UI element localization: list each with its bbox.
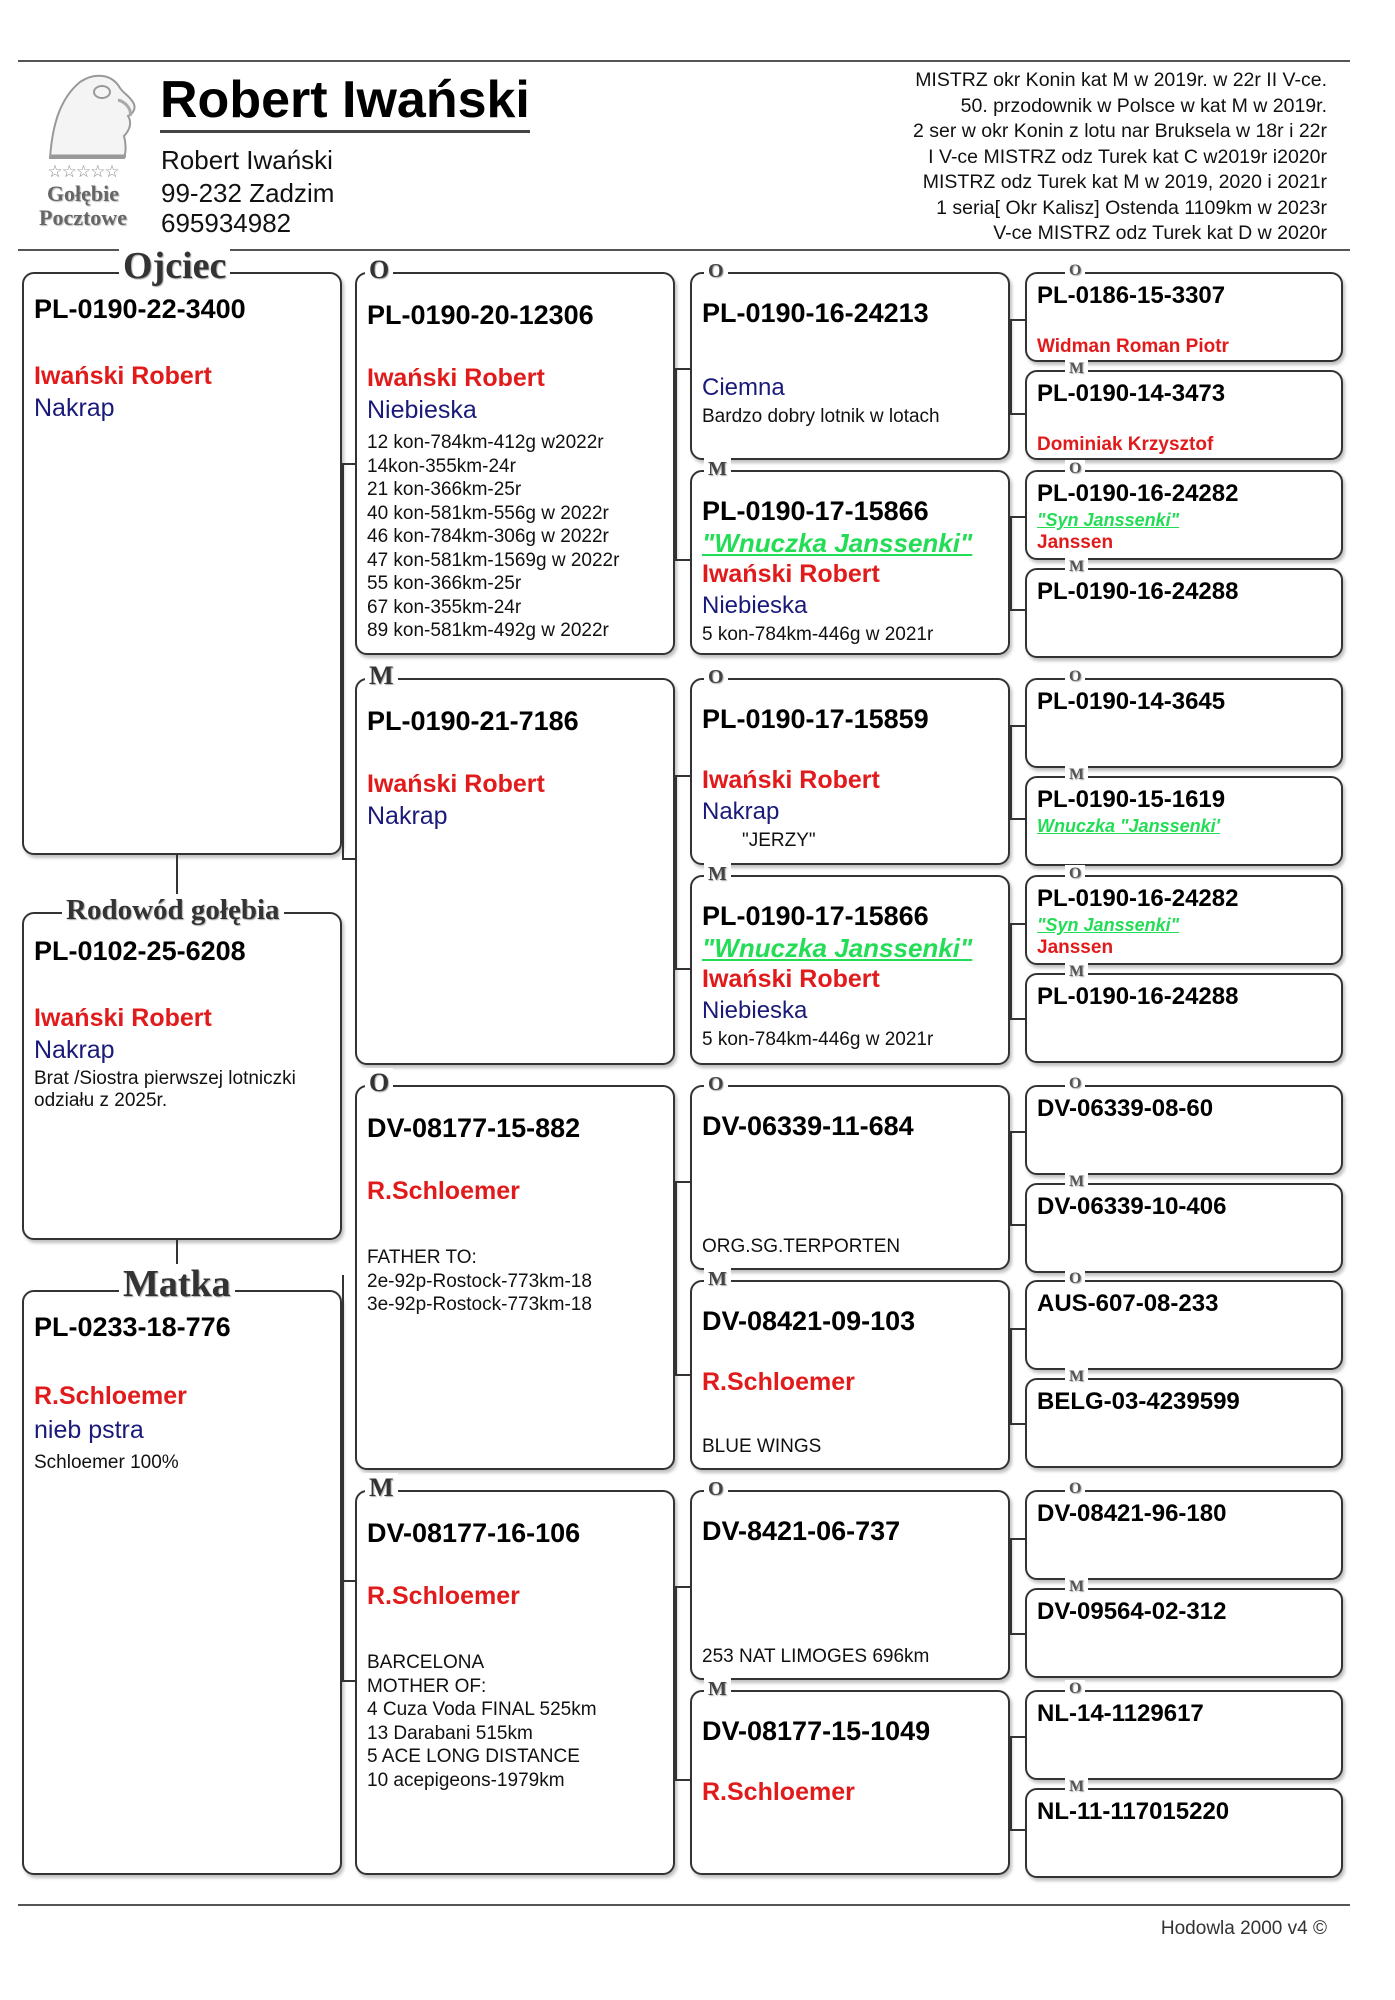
ring-number: DV-06339-08-60 (1037, 1095, 1214, 1122)
nickname: "Syn Janssenki" (1037, 510, 1180, 530)
ring-number: PL-0190-15-1619 (1037, 786, 1226, 813)
card-legend: O (704, 259, 728, 283)
rating-stars: ☆☆☆☆☆ (47, 162, 119, 182)
connector-line (675, 1374, 690, 1376)
ring-number: NL-14-1129617 (1037, 1700, 1204, 1727)
note-line: BLUE WINGS (702, 1436, 822, 1457)
note-line: 2e-92p-Rostock-773km-18 (367, 1270, 592, 1292)
ring-number: PL-0190-16-24282 (1037, 480, 1239, 507)
ring-number: BELG-03-4239599 (1037, 1388, 1240, 1415)
card-legend: M (1065, 360, 1088, 378)
ancestor-card[interactable] (1025, 262, 1343, 362)
card-legend: Matka (119, 1264, 235, 1304)
breeder-name: Janssen (1037, 937, 1114, 958)
ring-number: PL-0190-16-24288 (1037, 983, 1239, 1010)
note-line: MOTHER OF: (367, 1675, 487, 1697)
top-rule (18, 60, 1350, 62)
ring-number: PL-0186-15-3307 (1037, 282, 1226, 309)
ring-number: PL-0190-16-24288 (1037, 578, 1239, 605)
note-line: 21 kon-366km-25r (367, 479, 522, 500)
connector-line (1010, 516, 1025, 518)
ancestor-card[interactable] (1025, 963, 1343, 1063)
connector-line (675, 368, 690, 370)
connector-line (1010, 319, 1012, 415)
connector-line (1010, 1538, 1025, 1540)
ring-number: PL-0190-14-3645 (1037, 688, 1226, 715)
card-legend: Rodowód gołębia (62, 894, 284, 926)
logo-brand-line1: Gołębie (46, 181, 120, 206)
achievement-line: MISTRZ odz Turek kat M w 2019, 2020 i 2021r (922, 171, 1327, 193)
ring-number: AUS-607-08-233 (1037, 1290, 1219, 1317)
page-title: Robert Iwański (160, 70, 530, 133)
note-line: 47 kon-581km-1569g w 2022r (367, 549, 620, 571)
breeder-name: Iwański Robert (702, 965, 880, 993)
ancestor-card[interactable] (1025, 1270, 1343, 1370)
connector-line (675, 1586, 677, 1781)
connector-line (342, 1275, 344, 1680)
grandparent-card[interactable] (690, 1678, 1010, 1875)
pigeon-color: Ciemna (702, 374, 785, 401)
connector-line (1010, 413, 1025, 415)
dam-card[interactable] (22, 1263, 342, 1875)
card-legend: O (1065, 1075, 1085, 1093)
connector-line (675, 775, 677, 971)
card-legend: M (1065, 766, 1088, 784)
breeder-name: R.Schloemer (34, 1382, 187, 1410)
note-line: 13 Darabani 515km (367, 1722, 533, 1744)
connector-line (1010, 1328, 1025, 1330)
nickname: "Wnuczka Janssenki" (702, 528, 973, 558)
ancestor-card[interactable] (1025, 460, 1343, 560)
achievement-line: 2 ser w okr Konin z lotu nar Bruksela w 18r i 22r (912, 120, 1327, 142)
ring-number: PL-0190-22-3400 (34, 294, 246, 324)
ancestor-card[interactable] (1025, 360, 1343, 460)
ancestor-card[interactable] (1025, 1173, 1343, 1273)
card-legend: O (1065, 262, 1085, 280)
achievement-line: I V-ce MISTRZ odz Turek kat C w2019r i2020r (928, 145, 1327, 168)
connector-line (675, 368, 677, 562)
note-line: Schloemer 100% (34, 1452, 179, 1473)
grandparent-card[interactable] (690, 458, 1010, 655)
note-line: Brat /Siostra pierwszej lotniczki (34, 1068, 296, 1089)
note-line: 46 kon-784km-306g w 2022r (367, 526, 609, 547)
connector-line (342, 1680, 355, 1682)
connector-line (1010, 1018, 1025, 1020)
breeder-name: R.Schloemer (702, 1778, 855, 1806)
connector-line (342, 463, 355, 465)
note-line: 89 kon-581km-492g w 2022r (367, 620, 609, 641)
pigeon-color: Nakrap (702, 798, 780, 825)
ancestor-card[interactable] (1025, 1368, 1343, 1468)
pigeon-color: Niebieska (702, 997, 808, 1024)
card-legend: O (365, 255, 393, 285)
note-line: 5 ACE LONG DISTANCE (367, 1746, 580, 1767)
pigeon-head-icon (40, 70, 140, 160)
ring-number: PL-0190-17-15866 (702, 901, 929, 931)
ring-number: DV-09564-02-312 (1037, 1598, 1227, 1625)
ring-number: PL-0233-18-776 (34, 1312, 231, 1342)
breeder-name: Iwański Robert (34, 1004, 212, 1032)
ancestor-card[interactable] (1025, 1480, 1343, 1580)
connector-line (1010, 516, 1012, 611)
card-legend: M (1065, 1173, 1088, 1191)
pigeon-color: Niebieska (367, 396, 477, 424)
parent-card[interactable] (355, 1068, 675, 1470)
note-line: 55 kon-366km-25r (367, 573, 522, 594)
footer-credit: Hodowla 2000 v4 © (1160, 1918, 1327, 1939)
ring-number: PL-0102-25-6208 (34, 936, 246, 966)
owner-phone: 695934982 (161, 208, 292, 238)
card-legend: O (1065, 668, 1085, 686)
nickname: "Syn Janssenki" (1037, 915, 1180, 935)
connector-line (1010, 923, 1025, 925)
connector-line (1010, 1633, 1025, 1635)
card-legend: O (1065, 1270, 1085, 1288)
pigeon-color: nieb pstra (34, 1416, 144, 1444)
footer-rule (18, 1904, 1350, 1906)
subject-card[interactable] (22, 894, 342, 1240)
nickname: "Wnuczka Janssenki" (702, 933, 973, 963)
card-legend: M (1065, 1778, 1088, 1796)
ring-number: DV-08177-16-106 (367, 1518, 581, 1548)
connector-line (1010, 1224, 1025, 1226)
card-legend: M (1065, 1578, 1088, 1596)
achievement-line: 50. przodownik w Polsce w kat M w 2019r. (960, 94, 1327, 117)
ring-number: DV-8421-06-737 (702, 1516, 901, 1546)
card-legend: O (704, 1477, 728, 1501)
owner-address: 99-232 Zadzim (161, 178, 335, 208)
ancestor-card[interactable] (1025, 1075, 1343, 1175)
card-legend: O (704, 1072, 728, 1096)
grandparent-card[interactable] (690, 666, 1010, 865)
note-line: 5 kon-784km-446g w 2021r (702, 1029, 934, 1050)
logo (22, 70, 144, 240)
connector-line (675, 775, 690, 777)
sire-card[interactable] (22, 245, 342, 855)
note-line: odziału z 2025r. (34, 1090, 168, 1111)
connector-line (1010, 1131, 1012, 1226)
logo-brand (22, 182, 144, 230)
ring-number: PL-0190-14-3473 (1037, 380, 1226, 407)
connector-line (1010, 319, 1025, 321)
note-line: 10 acepigeons-1979km (367, 1769, 565, 1791)
breeder-name: Iwański Robert (702, 766, 880, 794)
breeder-name: Iwański Robert (702, 560, 880, 588)
pigeon-color: Nakrap (34, 394, 115, 422)
grandparent-card[interactable] (690, 863, 1010, 1065)
achievements-list (913, 68, 1327, 247)
breeder-name: R.Schloemer (702, 1368, 855, 1396)
owner-name: Robert Iwański (161, 145, 333, 175)
connector-line (1010, 1829, 1025, 1831)
parent-card[interactable] (355, 1473, 675, 1875)
ancestor-card[interactable] (1025, 865, 1343, 965)
ancestor-card[interactable] (1025, 766, 1343, 866)
ring-number: DV-06339-11-684 (702, 1111, 914, 1141)
card-legend: M (704, 457, 731, 481)
note-line: 253 NAT LIMOGES 696km (702, 1646, 930, 1667)
pigeon-color: Nakrap (34, 1036, 115, 1064)
ancestor-card[interactable] (1025, 1778, 1343, 1878)
connector-line (1010, 725, 1025, 727)
ancestor-card[interactable] (1025, 558, 1343, 658)
connector-line (675, 1779, 690, 1781)
card-legend: M (1065, 1368, 1088, 1386)
note-line: FATHER TO: (367, 1247, 477, 1268)
connector-line (342, 463, 344, 858)
card-legend: O (704, 665, 728, 689)
ring-number: PL-0190-17-15859 (702, 704, 929, 734)
connector-line (675, 1586, 690, 1588)
breeder-name: Dominiak Krzysztof (1037, 434, 1214, 455)
connector-line (675, 1181, 690, 1183)
parent-card[interactable] (355, 661, 675, 1065)
note-line: ORG.SG.TERPORTEN (702, 1236, 901, 1257)
ring-number: PL-0190-21-7186 (367, 706, 579, 736)
card-legend: M (1065, 558, 1088, 576)
breeder-name: Iwański Robert (34, 362, 212, 390)
card-legend: M (704, 1677, 731, 1701)
ring-number: DV-08177-15-882 (367, 1113, 581, 1143)
connector-line (1010, 725, 1012, 821)
card-legend: O (365, 1068, 393, 1098)
connector-line (1010, 1328, 1012, 1425)
breeder-name: R.Schloemer (367, 1177, 520, 1205)
connector-line (1010, 1423, 1025, 1425)
card-legend: O (1065, 865, 1085, 883)
note-line: "JERZY" (742, 830, 816, 851)
grandparent-card[interactable] (690, 1073, 1010, 1270)
note-line: 5 kon-784km-446g w 2021r (702, 624, 934, 645)
card-legend: O (1065, 1480, 1085, 1498)
note-line: 67 kon-355km-24r (367, 596, 522, 618)
connector-line (675, 968, 690, 970)
breeder-name: Janssen (1037, 532, 1114, 553)
breeder-name: Widman Roman Piotr (1037, 336, 1229, 357)
parent-card[interactable] (355, 255, 675, 655)
pigeon-color: Niebieska (702, 592, 808, 619)
ring-number: PL-0190-20-12306 (367, 300, 594, 330)
breeder-name: R.Schloemer (367, 1582, 520, 1610)
connector-line (1010, 609, 1025, 611)
ancestor-card[interactable] (1025, 668, 1343, 768)
connector-line (1010, 1736, 1012, 1831)
ring-number: PL-0190-17-15866 (702, 496, 929, 526)
card-legend: O (1065, 460, 1085, 478)
card-legend: M (1065, 963, 1088, 981)
note-line: 40 kon-581km-556g w 2022r (367, 502, 609, 524)
card-legend: M (704, 1267, 731, 1291)
connector-line (1010, 923, 1012, 1020)
note-line: 14kon-355km-24r (367, 455, 516, 477)
card-legend: O (1065, 1680, 1085, 1698)
note-line: Bardzo dobry lotnik w lotach (702, 406, 940, 427)
ancestor-card[interactable] (1025, 1578, 1343, 1678)
note-line: 3e-92p-Rostock-773km-18 (367, 1294, 592, 1315)
connector-line (1010, 1736, 1025, 1738)
pigeon-color: Nakrap (367, 802, 448, 830)
connector-line (342, 858, 355, 860)
ring-number: DV-08177-15-1049 (702, 1716, 931, 1746)
grandparent-card[interactable] (690, 260, 1010, 460)
connector-line (1010, 1131, 1025, 1133)
ring-number: PL-0190-16-24213 (702, 298, 929, 328)
ancestor-card[interactable] (1025, 1680, 1343, 1780)
connector-line (342, 1580, 355, 1582)
note-line: BARCELONA (367, 1652, 485, 1673)
card-legend: M (704, 862, 731, 886)
connector-line (1010, 818, 1025, 820)
achievement-line: 1 seria[ Okr Kalisz] Ostenda 1109km w 2023r (936, 196, 1327, 219)
nickname: Wnuczka "Janssenki' (1037, 816, 1220, 836)
ring-number: NL-11-117015220 (1037, 1798, 1230, 1825)
breeder-name: Iwański Robert (367, 364, 545, 392)
note-line: 12 kon-784km-412g w2022r (367, 432, 604, 453)
achievement-line: V-ce MISTRZ odz Turek kat D w 2020r (993, 222, 1327, 244)
card-legend: M (365, 661, 398, 691)
ring-number: DV-08421-96-180 (1037, 1500, 1227, 1527)
ring-number: DV-08421-09-103 (702, 1306, 916, 1336)
grandparent-card[interactable] (690, 1478, 1010, 1680)
ring-number: PL-0190-16-24282 (1037, 885, 1239, 912)
connector-line (1010, 1538, 1012, 1635)
connector-line (675, 559, 690, 561)
card-legend: M (365, 1473, 398, 1503)
logo-brand-line2: Pocztowe (39, 205, 127, 230)
grandparent-card[interactable] (690, 1268, 1010, 1470)
card-legend: Ojciec (119, 246, 230, 286)
note-line: 4 Cuza Voda FINAL 525km (367, 1699, 597, 1720)
connector-line (675, 1181, 677, 1376)
breeder-name: Iwański Robert (367, 770, 545, 798)
ring-number: DV-06339-10-406 (1037, 1193, 1227, 1220)
achievement-line: MISTRZ okr Konin kat M w 2019r. w 22r II V-ce. (915, 69, 1327, 91)
